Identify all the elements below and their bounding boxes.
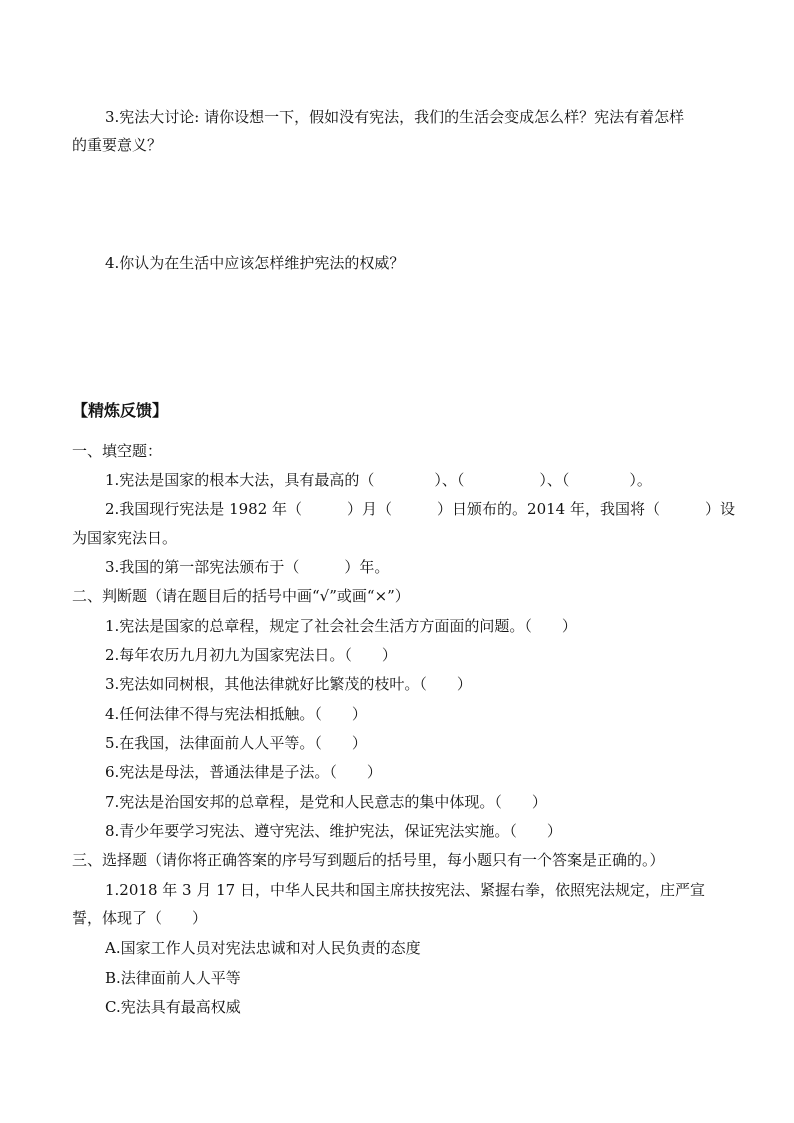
fill-item-2-cont: 为国家宪法日。 [72, 529, 178, 547]
fill-heading: 一、填空题： [72, 442, 163, 460]
fill-item-3: 3.我国的第一部宪法颁布于（ ）年。 [105, 558, 390, 576]
judge-item-2: 2.每年农历九月初九为国家宪法日。（ ） [105, 646, 397, 664]
choice-q1-line2: 誓，体现了（ ） [72, 909, 208, 927]
judge-item-1: 1.宪法是国家的总章程，规定了社会社会生活方方面面的问题。（ ） [105, 617, 577, 635]
judge-item-7: 7.宪法是治国安邦的总章程，是党和人民意志的集中体现。（ ） [105, 793, 547, 811]
choice-option-a: A.国家工作人员对宪法忠诚和对人民负责的态度 [105, 939, 421, 957]
judge-item-6: 6.宪法是母法，普通法律是子法。（ ） [105, 763, 382, 781]
choice-heading: 三、选择题（请你将正确答案的序号写到题后的括号里，每小题只有一个答案是正确的。） [72, 851, 665, 869]
fill-item-1: 1.宪法是国家的根本大法，具有最高的（ ）、（ ）、（ ）。 [105, 471, 652, 489]
choice-option-c: C.宪法具有最高权威 [105, 998, 241, 1016]
judge-heading: 二、判断题（请在题目后的括号中画“√”或画“×”） [72, 587, 410, 605]
judge-item-3: 3.宪法如同树根，其他法律就好比繁茂的枝叶。（ ） [105, 675, 472, 693]
fill-item-2: 2.我国现行宪法是 1982 年（ ）月（ ）日颁布的。2014 年，我国将（ ）设 [105, 500, 735, 518]
discussion-q4: 4.你认为在生活中应该怎样维护宪法的权威？ [105, 254, 405, 272]
choice-option-b: B.法律面前人人平等 [105, 969, 241, 987]
discussion-q3-line1: 3.宪法大讨论: 请你设想一下，假如没有宪法，我们的生活会变成怎么样？宪法有着怎样 [105, 108, 685, 126]
judge-item-4: 4.任何法律不得与宪法相抵触。（ ） [105, 705, 367, 723]
judge-item-8: 8.青少年要学习宪法、遵守宪法、维护宪法，保证宪法实施。（ ） [105, 822, 562, 840]
feedback-title: 【精炼反馈】 [72, 401, 169, 420]
discussion-q3-line2: 的重要意义？ [72, 136, 163, 154]
judge-item-5: 5.在我国，法律面前人人平等。（ ） [105, 734, 367, 752]
choice-q1-line1: 1.2018 年 3 月 17 日，中华人民共和国主席扶按宪法、紧握右拳，依照宪法规定，庄严宣 [105, 881, 705, 899]
